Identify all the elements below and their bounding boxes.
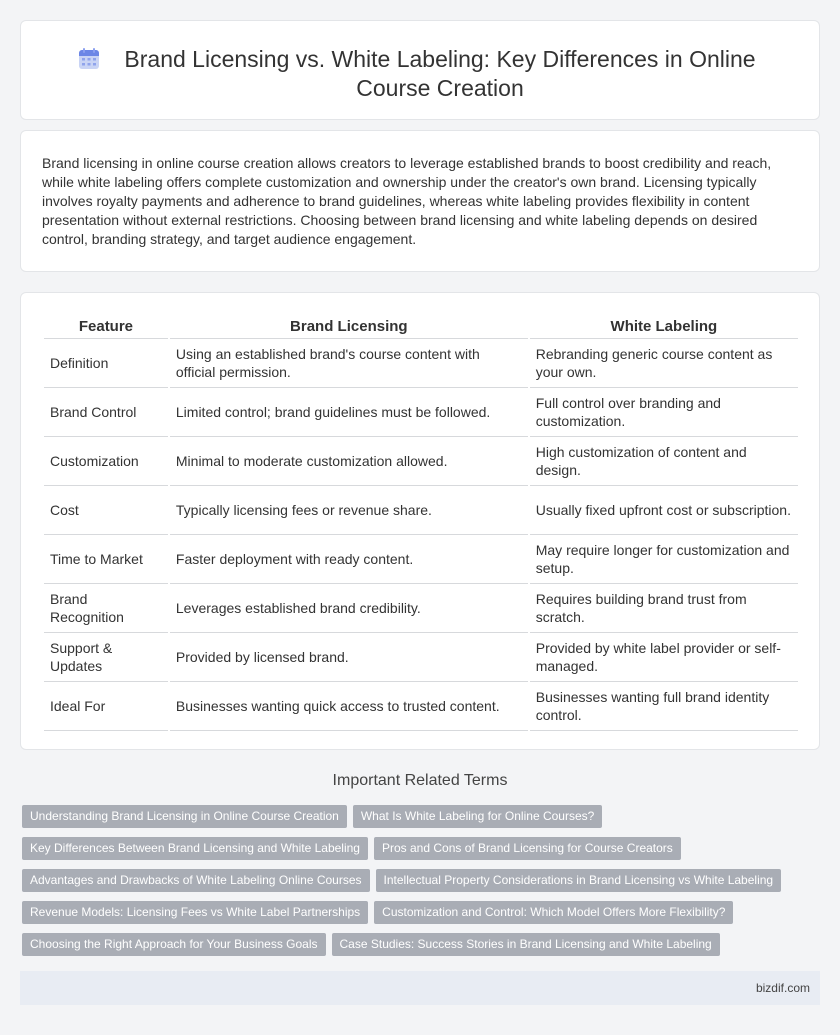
brand-licensing-cell: Minimal to moderate customization allowed.	[170, 437, 528, 486]
white-labeling-cell: Full control over branding and customization.	[530, 388, 798, 437]
footer-site-link[interactable]: bizdif.com	[755, 981, 810, 995]
feature-cell: Cost	[44, 486, 168, 535]
brand-licensing-cell: Limited control; brand guidelines must be followed.	[170, 388, 528, 437]
header-card	[20, 20, 820, 120]
related-terms-title: Important Related Terms	[332, 772, 508, 789]
related-term-tag[interactable]: Understanding Brand Licensing in Online Course Creation	[22, 805, 347, 828]
white-labeling-cell: Rebranding generic course content as your own.	[530, 339, 798, 388]
brand-licensing-cell: Using an established brand's course content with official permission.	[170, 339, 528, 388]
intro-paragraph: Brand licensing in online course creation allows creators to leverage established brands to boost credibility and reach, while white labeling offers complete customization and ownership under the creator's own brand. Licensing typically involves royalty payments and adherence to brand guidelines, whereas white labeling provides flexibility in content presentation without external restrictions. Choosing between brand licensing and white labeling depends on desired control, branding strategy, and target audience engagement.	[42, 155, 772, 247]
feature-cell: Definition	[44, 339, 168, 388]
feature-cell: Brand Control	[44, 388, 168, 437]
white-labeling-cell: May require longer for customization and setup.	[530, 535, 798, 584]
table-row	[44, 682, 798, 731]
related-term-tag[interactable]: Case Studies: Success Stories in Brand Licensing and White Labeling	[332, 933, 720, 956]
brand-licensing-cell: Provided by licensed brand.	[170, 633, 528, 682]
related-term-tag[interactable]: Customization and Control: Which Model Offers More Flexibility?	[374, 901, 733, 924]
brand-licensing-cell: Leverages established brand credibility.	[170, 584, 528, 633]
table-row	[44, 388, 798, 437]
related-term-tag[interactable]: Key Differences Between Brand Licensing and White Labeling	[22, 837, 368, 860]
footer	[20, 971, 820, 1005]
white-labeling-cell: Businesses wanting full brand identity control.	[530, 682, 798, 731]
related-term-tag[interactable]: What Is White Labeling for Online Courses?	[353, 805, 602, 828]
table-row	[44, 437, 798, 486]
related-term-tag[interactable]: Intellectual Property Considerations in Brand Licensing vs White Labeling	[376, 869, 782, 892]
header-white-labeling: White Labeling	[530, 311, 798, 339]
page-title: Brand Licensing vs. White Labeling: Key Differences in Online Course Creation	[124, 46, 756, 101]
related-term-tag[interactable]: Pros and Cons of Brand Licensing for Course Creators	[374, 837, 681, 860]
white-labeling-cell: Provided by white label provider or self-managed.	[530, 633, 798, 682]
feature-cell: Ideal For	[44, 682, 168, 731]
brand-licensing-cell: Typically licensing fees or revenue share.	[170, 486, 528, 535]
brand-licensing-cell: Businesses wanting quick access to trusted content.	[170, 682, 528, 731]
comparison-table	[42, 311, 800, 731]
comparison-table-card	[20, 292, 820, 750]
feature-cell: Time to Market	[44, 535, 168, 584]
related-term-tag[interactable]: Advantages and Drawbacks of White Labeling Online Courses	[22, 869, 370, 892]
white-labeling-cell: High customization of content and design.	[530, 437, 798, 486]
calendar-icon	[77, 47, 101, 71]
feature-cell: Customization	[44, 437, 168, 486]
table-row	[44, 633, 798, 682]
header-feature: Feature	[44, 311, 168, 339]
related-terms-list	[22, 805, 802, 956]
header-brand-licensing: Brand Licensing	[170, 311, 528, 339]
table-row	[44, 584, 798, 633]
white-labeling-cell: Usually fixed upfront cost or subscription.	[530, 486, 798, 535]
related-term-tag[interactable]: Choosing the Right Approach for Your Business Goals	[22, 933, 326, 956]
intro-card	[20, 130, 820, 272]
table-row	[44, 535, 798, 584]
table-header-row	[44, 311, 798, 339]
table-row	[44, 339, 798, 388]
related-term-tag[interactable]: Revenue Models: Licensing Fees vs White Label Partnerships	[22, 901, 368, 924]
brand-licensing-cell: Faster deployment with ready content.	[170, 535, 528, 584]
white-labeling-cell: Requires building brand trust from scratch.	[530, 584, 798, 633]
feature-cell: Brand Recognition	[44, 584, 168, 633]
table-row	[44, 486, 798, 535]
feature-cell: Support & Updates	[44, 633, 168, 682]
